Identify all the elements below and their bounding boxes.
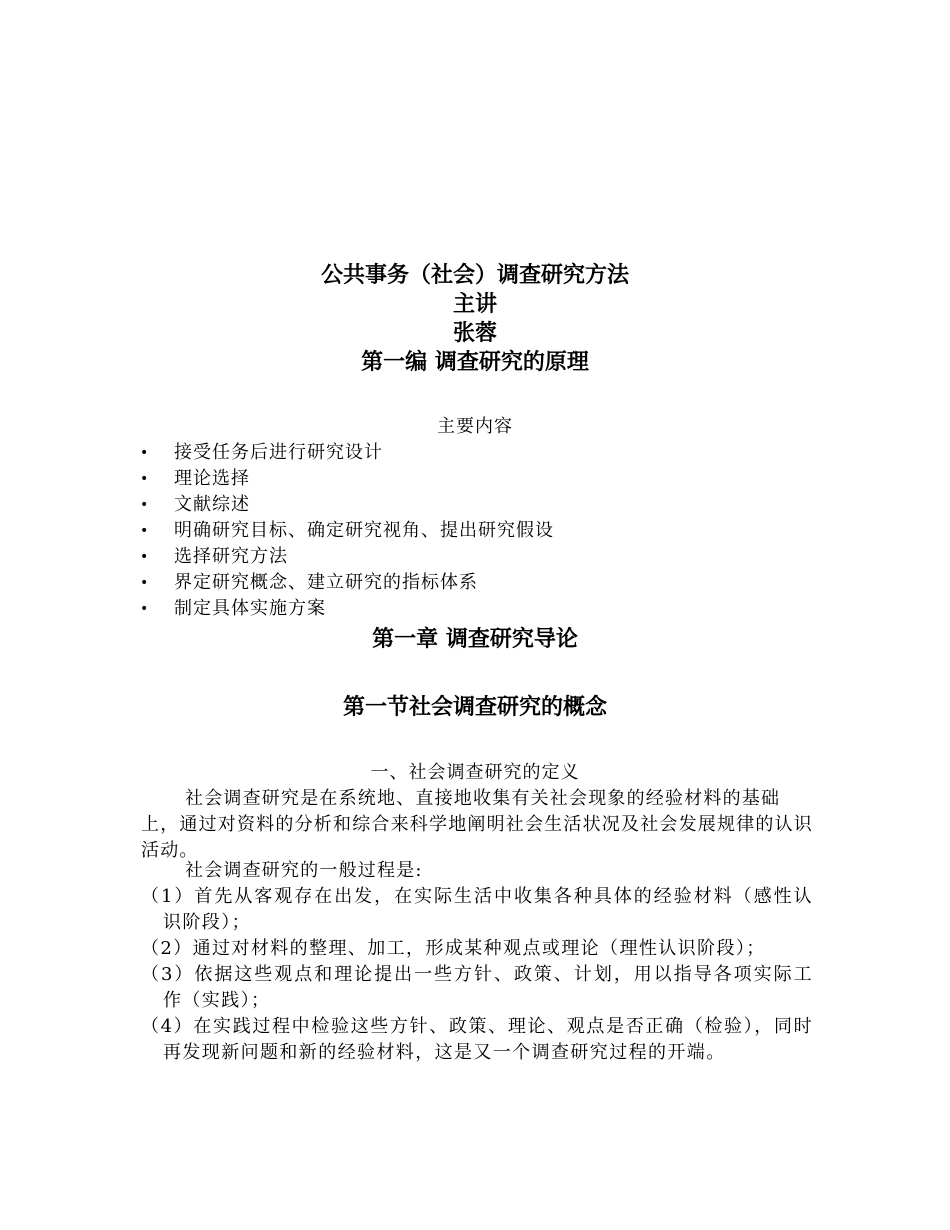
list-item-text: 选择研究方法	[174, 546, 288, 567]
part-title: 第一编 调查研究的原理	[361, 350, 589, 375]
chapter-title: 第一章 调查研究导论	[372, 627, 578, 652]
list-item-text: 界定研究概念、建立研究的指标体系	[174, 572, 478, 593]
lecturer-name: 张蓉	[452, 321, 497, 346]
list-item-text: 制定具体实施方案	[174, 598, 326, 619]
process-step: （4）在实践过程中检验这些方针、政策、理论、观点是否正确（检验），同时再发现新问题和新的经验材料，这是又一个调查研究过程的开端。	[141, 1016, 813, 1063]
process-intro: 社会调查研究的一般过程是:	[185, 860, 423, 881]
bullet-icon: •	[140, 575, 150, 591]
section-title: 第一节社会调查研究的概念	[342, 695, 607, 720]
list-item-text: 理论选择	[174, 468, 250, 489]
bullet-icon: •	[140, 549, 150, 565]
definition-subheading: 一、社会调查研究的定义	[370, 762, 580, 783]
bullet-icon: •	[140, 471, 150, 487]
lecturer-label: 主讲	[452, 292, 497, 317]
process-step: （1）首先从客观存在出发，在实际生活中收集各种具体的经验材料（感性认识阶段）；	[141, 886, 813, 933]
course-title: 公共事务（社会）调查研究方法	[320, 263, 629, 288]
bullet-icon: •	[140, 523, 150, 539]
bullet-icon: •	[140, 601, 150, 617]
process-step: （2）通过对材料的整理、加工，形成某种观点或理论（理性认识阶段）；	[141, 938, 766, 959]
definition-paragraph: 社会调查研究是在系统地、直接地收集有关社会现象的经验材料的基础上，通过对资料的分析和综合来科学地阐明社会生活状况及社会发展规律的认识活动。	[141, 788, 813, 861]
process-step: （3）依据这些观点和理论提出一些方针、政策、计划，用以指导各项实际工作（实践）；	[141, 964, 813, 1011]
list-item-text: 接受任务后进行研究设计	[174, 442, 383, 463]
process-steps	[141, 884, 813, 1066]
bullet-icon: •	[140, 445, 150, 461]
list-item-text: 明确研究目标、确定研究视角、提出研究假设	[174, 520, 554, 541]
bullet-icon: •	[140, 497, 150, 513]
list-item-text: 文献综述	[174, 494, 250, 515]
contents-heading: 主要内容	[437, 416, 513, 437]
